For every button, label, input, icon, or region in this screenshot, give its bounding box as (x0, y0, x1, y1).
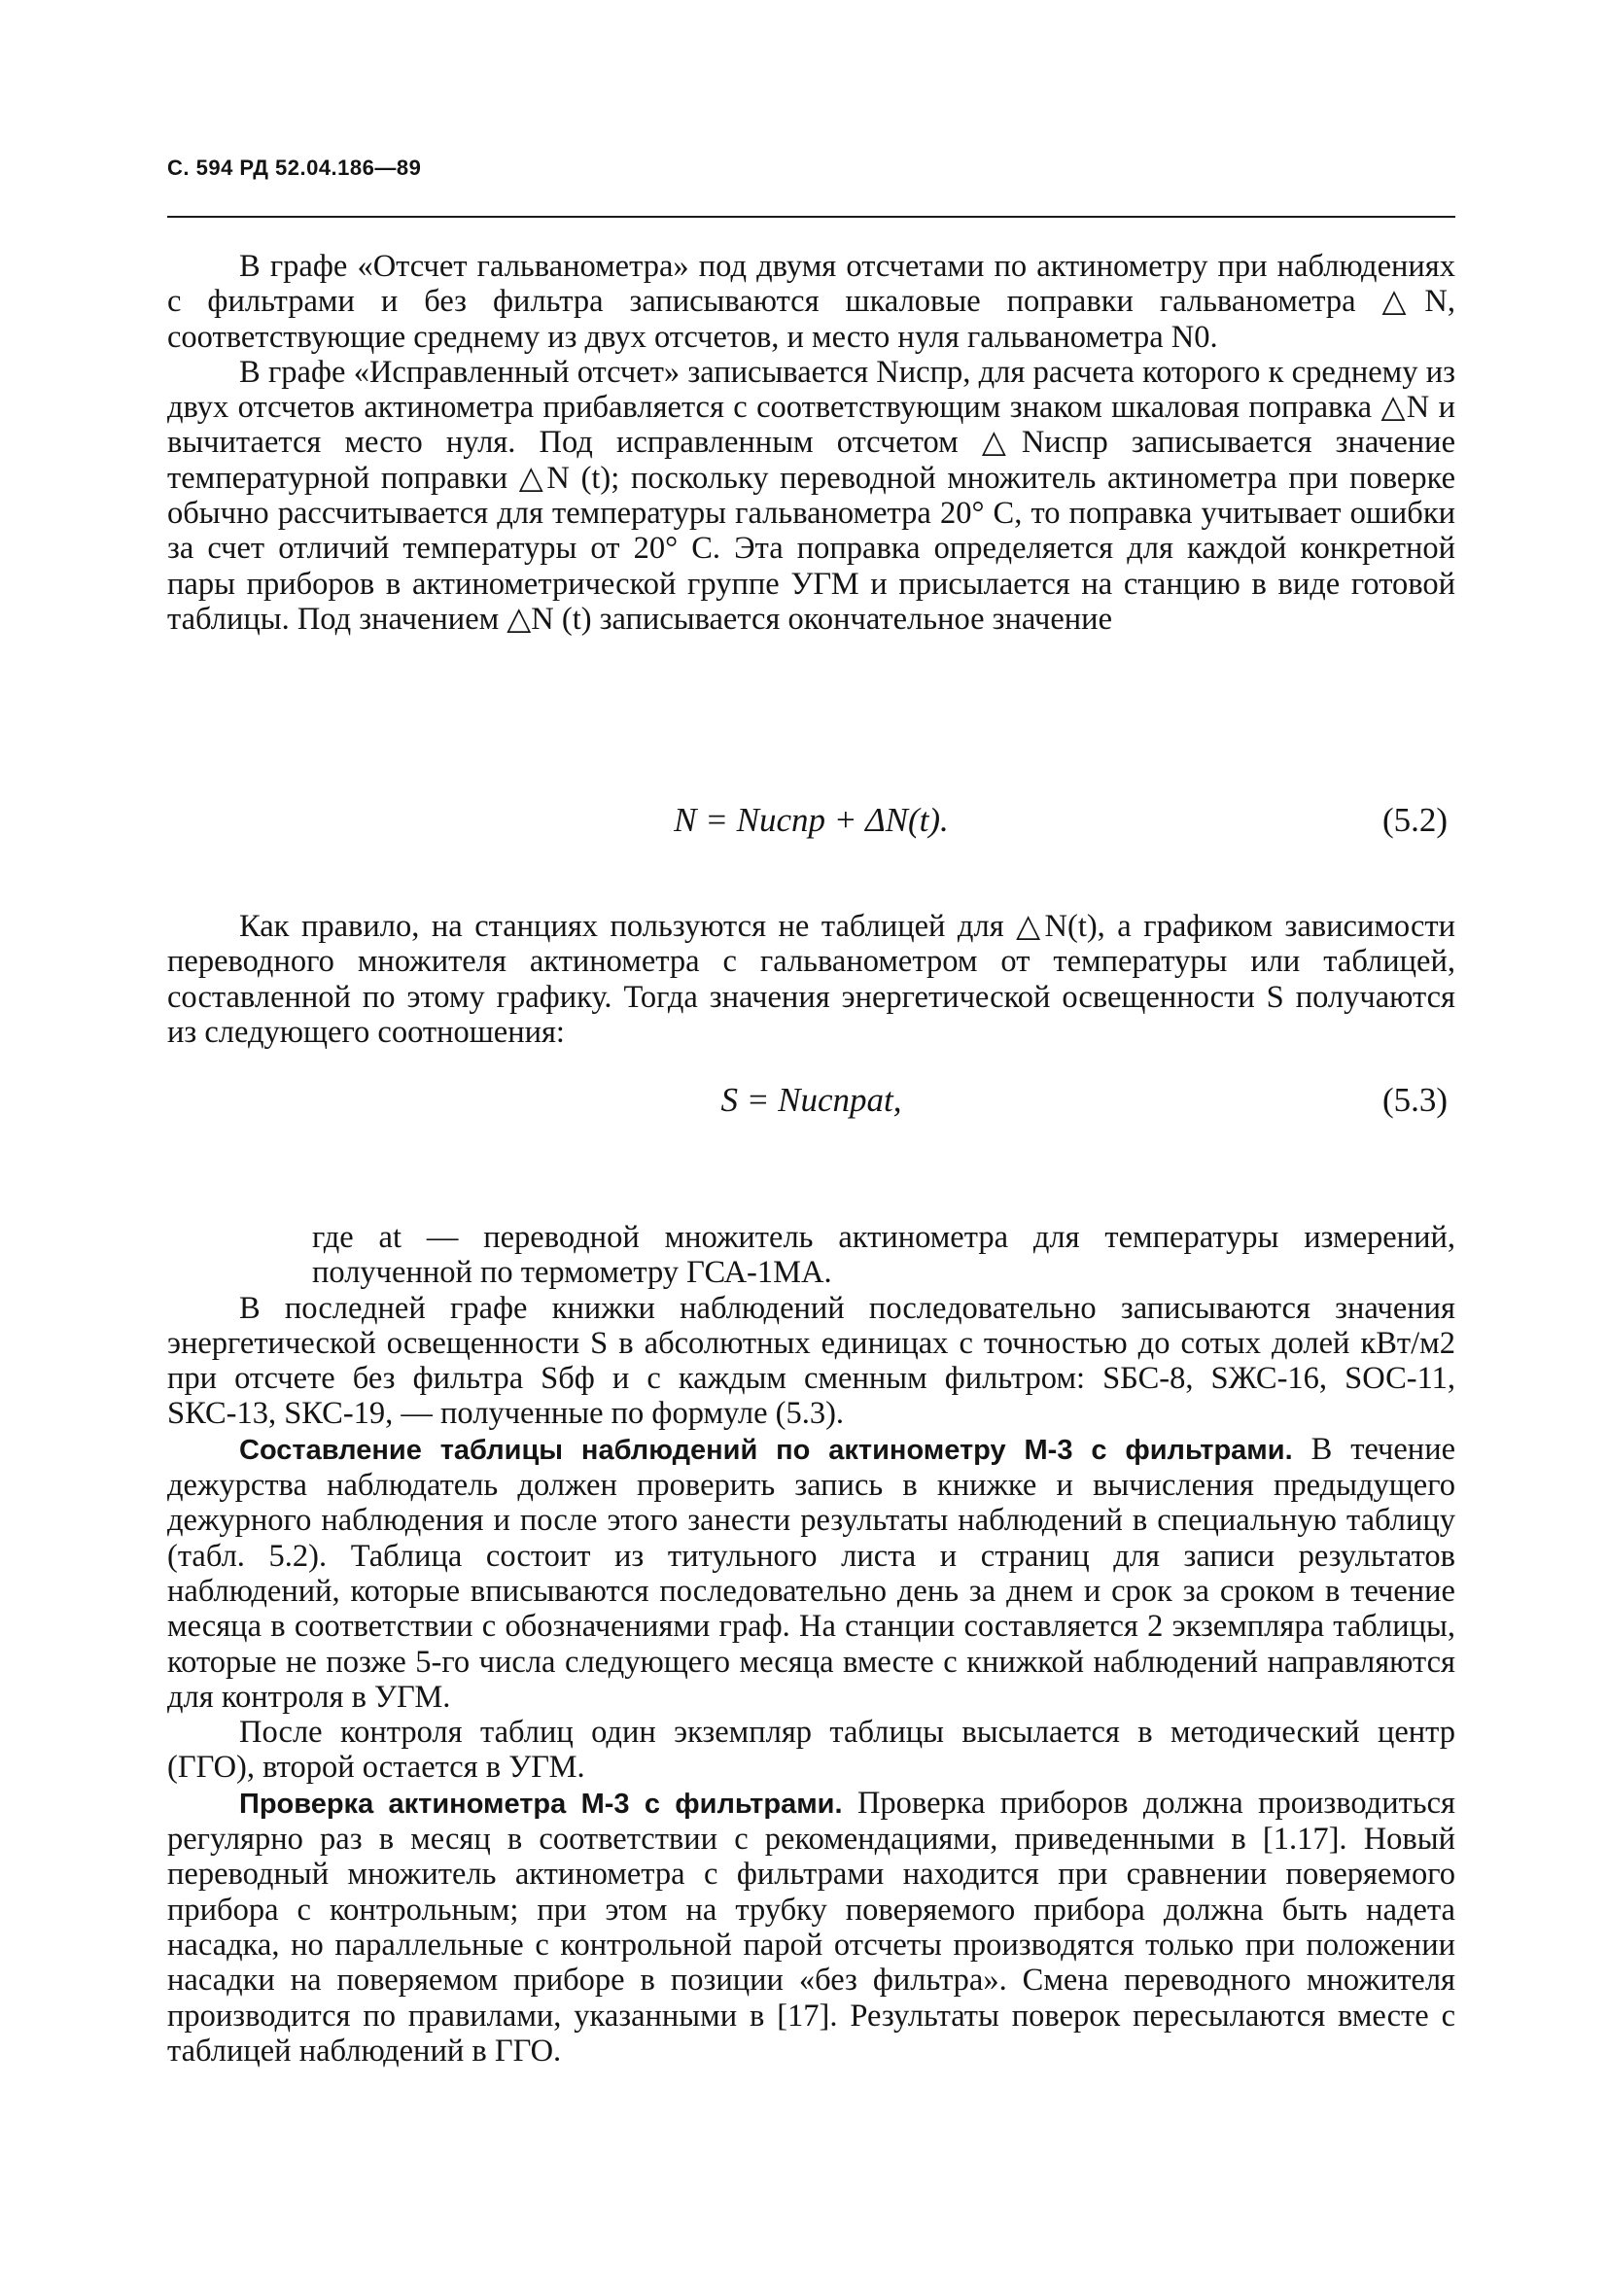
formula-5-2-number: (5.2) (1381, 801, 1448, 839)
formula-5-2-expression: N = Nиспр + ΔN(t). (674, 801, 949, 839)
page-header: С. 594 РД 52.04.186—89 (167, 156, 422, 180)
paragraph-as-a-rule: Как правило, на станциях пользуются не таблицей для △N(t), а графиком зависимости переводного множителя актинометра с гальванометром от температуры или таблицей, составленной по этому графику. Тогда значения энергетической освещенности S получаются из следующего соотношения: (167, 909, 1455, 1050)
section-check-heading: Проверка актинометра М-3 с фильтрами. (239, 1788, 843, 1820)
paragraph-galvanometer: В графе «Отсчет гальванометра» под двумя отсчетами по актинометру при наблюдениях с фильтрами и без фильтра записываются шкаловые поправки гальванометра △N, соответствующие среднему из двух отсчетов, и место нуля гальванометра N0. (167, 249, 1455, 355)
paragraph-after-control: После контроля таблиц один экземпляр таблицы высылается в методический центр (ГГО), второй остается в УГМ. (167, 1715, 1455, 1786)
paragraph-corrected-reading: В графе «Исправленный отсчет» записывается Nиспр, для расчета которого к среднему из двух отсчетов актинометра прибавляется с соответствующим знаком шкаловая поправка △N и вычитается место нуля. Под исправленным отсчетом △Nиспр записывается значение температурной поправки △N (t); поскольку переводной множитель актинометра при поверке обычно рассчитывается для температуры гальванометра 20° С, то поправка учитывает ошибки за счет отличий температуры от 20° С. Эта поправка определяется для каждой конкретной пары приборов в актинометрической группе УГМ и присылается на станцию в виде готовой таблицы. Под значением △N (t) записывается окончательное значение (167, 354, 1455, 637)
section-actinometer-check (167, 1786, 1455, 2069)
formula-5-3 (167, 1079, 1455, 1122)
section-table-compilation (167, 1432, 1455, 1715)
header-rule (167, 216, 1455, 218)
formula-5-3-number: (5.3) (1381, 1081, 1448, 1119)
text-block-1 (167, 249, 1455, 637)
formula-5-2 (167, 799, 1455, 842)
text-block-2 (167, 909, 1455, 1050)
section-check-body: Проверка приборов должна производиться регулярно раз в месяц в соответствии с рекомендациями, приведенными в [1.17]. Новый переводный множитель актинометра с фильтрами находится при сравнении поверяемого прибора с контрольным; при этом на трубку поверяемого прибора должна быть надета насадка, но параллельные с контрольной парой отсчеты производятся только при положении насадки на поверяемом приборе в позиции «без фильтра». Смена переводного множителя производится по правилами, указанными в [17]. Результаты поверок пересылаются вместе с таблицей наблюдений в ГГО. (167, 1785, 1455, 2069)
where-clause: где at — переводной множитель актинометра для температуры измерений, полученной по термометру ГСА-1МА. (312, 1220, 1455, 1291)
formula-5-3-expression: S = Nиспрat, (720, 1081, 902, 1119)
paragraph-last-column: В последней графе книжки наблюдений последовательно записываются значения энергетической освещенности S в абсолютных единицах с точностью до сотых долей кВт/м2 при отсчете без фильтра Sбф и с каждым сменным фильтром: SБС-8, SЖС-16, SОС-11, SКС-13, SКС-19, — полученные по формуле (5.3). (167, 1290, 1455, 1432)
section-table-heading: Составление таблицы наблюдений по актинометру М-3 с фильтрами. (239, 1434, 1293, 1466)
section-table-body: В течение дежурства наблюдатель должен проверить запись в книжке и вычисления предыдущего дежурного наблюдения и после этого занести результаты наблюдений в специальную таблицу (табл. 5.2). Таблица состоит из титульного листа и страниц для записи результатов наблюдений, которые вписываются последовательно день за днем и срок за сроком в течение месяца в соответствии с обозначениями граф. На станции составляется 2 экземпляра таблицы, которые не позже 5-го числа следующего месяца вместе с книжкой наблюдений направляются для контроля в УГМ. (167, 1431, 1456, 1715)
text-block-3 (167, 1220, 1455, 2069)
